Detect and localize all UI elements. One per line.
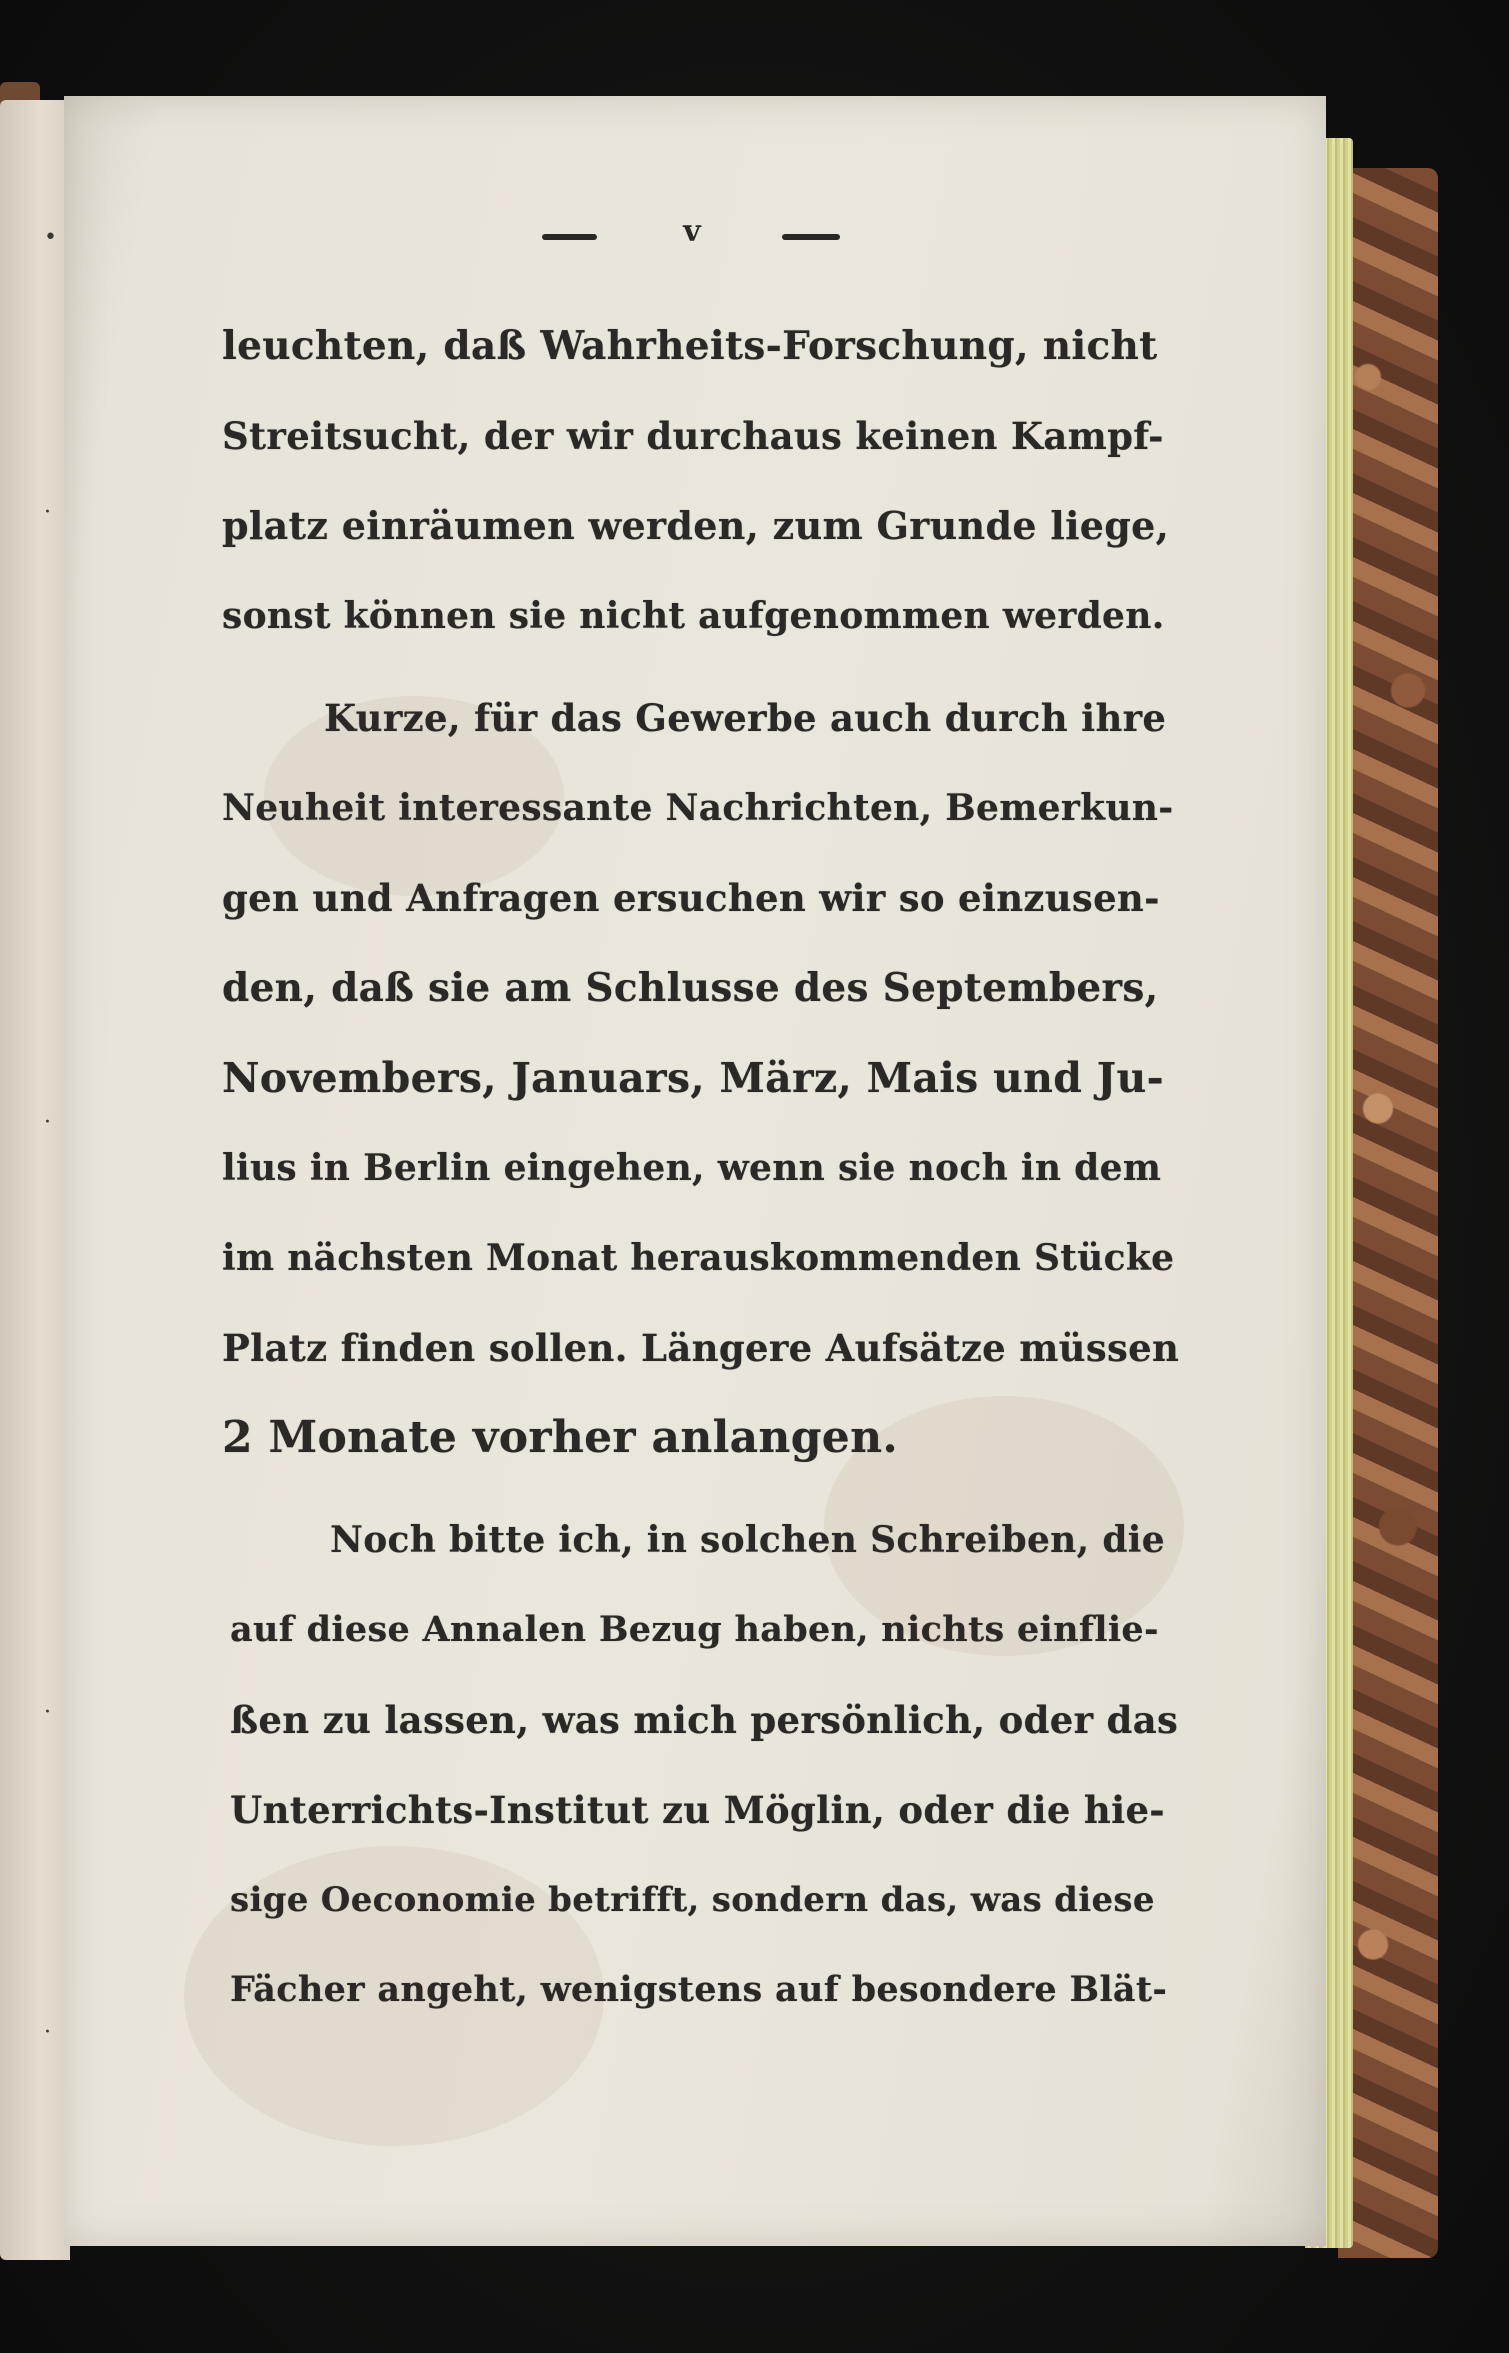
text-line: leuchten, daß Wahrheits-Forschung, nicht (222, 323, 1158, 369)
gutter-speck: · (44, 1700, 51, 1725)
text-line: sige Oeconomie betrifft, sondern das, was diese (230, 1880, 1155, 1920)
text-line: sonst können sie nicht aufgenommen werden. (222, 595, 1165, 637)
gutter-speck: · (44, 500, 51, 525)
header-rule-left (542, 234, 597, 240)
text-line: Kurze, für das Gewerbe auch durch ihre (324, 696, 1167, 740)
text-line: Platz finden sollen. Längere Aufsätze müssen (222, 1326, 1180, 1370)
gutter-speck: · (44, 2020, 51, 2045)
marbled-cover (1338, 168, 1438, 2258)
gutter-speck: · (44, 1110, 51, 1135)
text-line: Unterrichts-Institut zu Möglin, oder die hie- (230, 1788, 1165, 1832)
text-line: Neuheit interessante Nachrichten, Bemerkun- (222, 787, 1174, 829)
page-header (532, 214, 852, 254)
gutter-speck: • (44, 225, 57, 250)
text-line: Streitsucht, der wir durchaus keinen Kampf- (222, 414, 1164, 458)
text-line: platz einräumen werden, zum Grunde liege, (222, 503, 1170, 548)
text-line: Novembers, Januars, März, Mais und Ju- (222, 1054, 1164, 1102)
text-line: auf diese Annalen Bezug haben, nichts einflie- (230, 1609, 1159, 1650)
text-line: 2 Monate vorher anlangen. (222, 1412, 898, 1463)
text-line: lius in Berlin eingehen, wenn sie noch in dem (222, 1147, 1162, 1189)
text-line: ßen zu lassen, was mich persönlich, oder das (230, 1698, 1179, 1742)
header-rule-right (782, 234, 840, 240)
text-line: gen und Anfragen ersuchen wir so einzusen- (222, 876, 1160, 920)
text-line: Fächer angeht, wenigstens auf besondere Blät- (230, 1969, 1168, 2010)
text-line: im nächsten Monat herauskommenden Stücke (222, 1237, 1175, 1279)
text-line: den, daß sie am Schlusse des Septembers, (222, 965, 1159, 1011)
previous-page-edge (0, 100, 70, 2260)
text-line: Noch bitte ich, in solchen Schreiben, die (330, 1519, 1165, 1561)
page-number: v (683, 214, 701, 249)
